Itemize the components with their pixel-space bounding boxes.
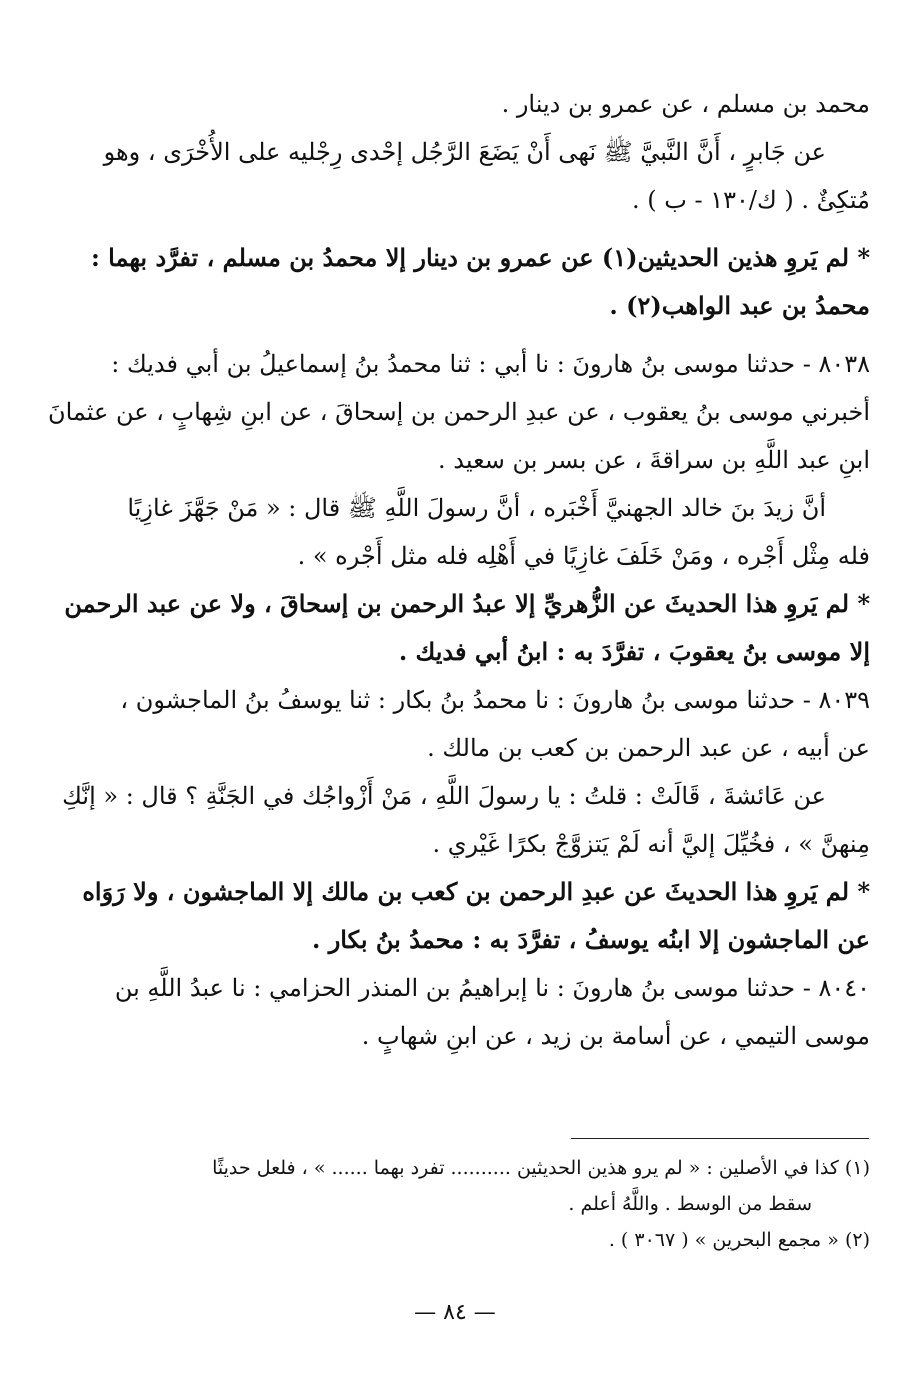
- page-number: — ٨٤ —: [414, 1300, 496, 1325]
- main-text: [40, 80, 870, 1060]
- footnote-line: (١) كذا في الأصلين : « لم يرو هذين الحديثين .......... تفرد بهما ...... » ، فلعل حديثًا: [212, 1157, 870, 1179]
- text-line: موسى التيمي ، عن أسامة بن زيد ، عن ابنِ شهابٍ .: [361, 1022, 870, 1050]
- text-line: عن أبيه ، عن عبد الرحمن بن كعب بن مالك .: [427, 734, 870, 762]
- paragraph-gap: [40, 330, 870, 340]
- hadith-heading-line: ٨٠٣٨ - حدثنا موسى بنُ هارونَ : نا أبي : ثنا محمدُ بنُ إسماعيلُ بن أبي فديك :: [111, 350, 870, 378]
- hadith-heading-line: ٨٠٤٠ - حدثنا موسى بنُ هارونَ : نا إبراهيمُ بن المنذر الحزامي : نا عبدُ اللَّهِ بن: [114, 974, 870, 1002]
- commentary-line: * لم يَروِ هذا الحديثَ عن الزُّهريِّ إلا عبدُ الرحمن بن إسحاقَ ، ولا عن عبد الرحمن: [64, 589, 870, 618]
- text-line: فله مِثْل أَجْره ، ومَنْ خَلَفَ غازِيًا في أَهْلِه فله مثل أَجْره » .: [297, 542, 870, 570]
- footnotes: [40, 1150, 870, 1258]
- paragraph-gap: [40, 224, 870, 234]
- text-line: أخبرني موسى بنُ يعقوب ، عن عبدِ الرحمن بن إسحاقَ ، عن ابنِ شِهابٍ ، عن عثمانَ: [47, 398, 870, 426]
- text-line: ابنِ عبد اللَّهِ بن سراقةَ ، عن بسر بن سعيد .: [438, 446, 870, 474]
- commentary-line: محمدُ بن عبد الواهب(٢) .: [609, 291, 870, 320]
- text-line: عن عَائشةَ ، قَالَتْ : قلتُ : يا رسولَ اللَّهِ ، مَنْ أَزْواجُك في الجَنَّةِ ؟ قال : « إنَّكِ: [62, 782, 826, 810]
- text-line: عن جَابرٍ ، أَنَّ النَّبيَّ ﷺ نَهى أَنْ يَضَعَ الرَّجُل إحْدى رِجْليه على الأُخْرَى ، وهو: [103, 138, 826, 166]
- commentary-line: * لم يَروِ هذا الحديثَ عن عبدِ الرحمن بن كعب بن مالك إلا الماجشون ، ولا رَوَاه: [82, 877, 870, 906]
- footnote-line: سقط من الوسط . واللَّهُ أعلم .: [568, 1193, 812, 1215]
- text-line: مِنهنَّ » ، فخُيِّلَ إليَّ أنه لَمْ يَتزوَّجْ بكرًا غَيْري .: [432, 830, 870, 858]
- commentary-line: عن الماجشون إلا ابنُه يوسفُ ، تفرَّدَ به : محمدُ بنُ بكار .: [312, 925, 870, 954]
- footnote-line: (٢) « مجمع البحرين » ( ٣٠٦٧ ) .: [608, 1229, 870, 1251]
- footnote-divider: [571, 1138, 869, 1139]
- text-line: أنَّ زيدَ بنَ خالد الجهنيَّ أَخْبَره ، أنَّ رسولَ اللَّهِ ﷺ قال : « مَنْ جَهَّزَ غازِيًا: [127, 494, 826, 522]
- text-line: مُتكِئٌ . ( ك/١٣٠ - ب ) .: [632, 186, 870, 214]
- commentary-line: إلا موسى بنُ يعقوبَ ، تفرَّدَ به : ابنُ أبي فديك .: [398, 637, 870, 666]
- hadith-heading-line: ٨٠٣٩ - حدثنا موسى بنُ هارونَ : نا محمدُ بنُ بكار : ثنا يوسفُ بنُ الماجشون ،: [120, 686, 870, 714]
- text-line: محمد بن مسلم ، عن عمرو بن دينار .: [501, 90, 870, 118]
- commentary-line: * لم يَروِ هذين الحديثين(١) عن عمرو بن دينار إلا محمدُ بن مسلم ، تفرَّد بهما :: [90, 243, 870, 272]
